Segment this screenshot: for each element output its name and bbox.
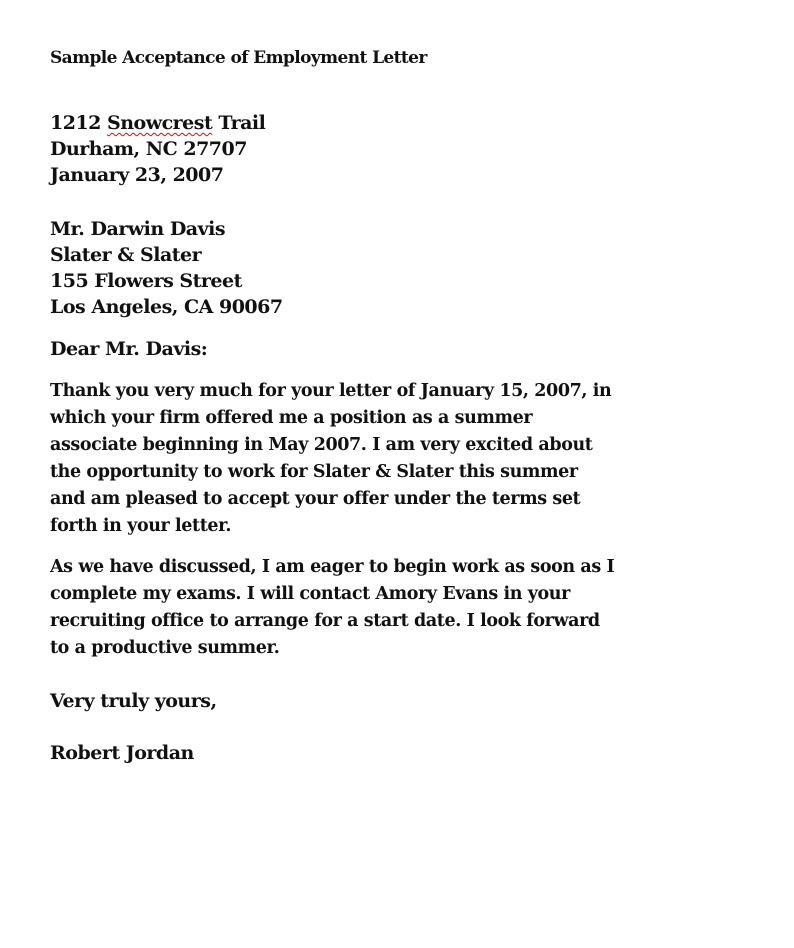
paragraph-line: and am pleased to accept your offer under the terms set (50, 489, 581, 509)
recipient-city-line: Los Angeles, CA 90067 (50, 296, 283, 318)
sender-street-number: 1212 (50, 112, 101, 134)
recipient-name: Mr. Darwin Davis (50, 218, 226, 240)
recipient-company: Slater & Slater (50, 244, 202, 266)
signature-name: Robert Jordan (50, 742, 194, 764)
paragraph-line: which your firm offered me a position as a summer (50, 408, 533, 428)
sender-street-line (50, 110, 650, 136)
paragraph-line: Thank you very much for your letter of January 15, 2007, in (50, 381, 612, 401)
body-paragraph-1 (50, 378, 650, 540)
letter-page (50, 44, 650, 766)
sender-street-name-misspelled: Snowcrest (107, 112, 213, 134)
paragraph-line: recruiting office to arrange for a start date. I look forward (50, 611, 600, 631)
paragraph-line: As we have discussed, I am eager to begin work as soon as I (50, 557, 615, 577)
paragraph-line: to a productive summer. (50, 638, 280, 658)
paragraph-line: associate beginning in May 2007. I am very excited about (50, 435, 593, 455)
paragraph-line: complete my exams. I will contact Amory Evans in your (50, 584, 570, 604)
sender-city-line: Durham, NC 27707 (50, 138, 247, 160)
sender-address (50, 110, 650, 188)
closing: Very truly yours, (50, 690, 217, 712)
recipient-street: 155 Flowers Street (50, 270, 242, 292)
recipient-address (50, 216, 650, 320)
paragraph-line: forth in your letter. (50, 516, 232, 536)
sender-street-suffix: Trail (218, 112, 266, 134)
letter-date: January 23, 2007 (50, 164, 224, 186)
document-title: Sample Acceptance of Employment Letter (50, 48, 427, 68)
body-paragraph-2 (50, 554, 650, 662)
paragraph-line: the opportunity to work for Slater & Slater this summer (50, 462, 578, 482)
salutation: Dear Mr. Davis: (50, 338, 208, 360)
